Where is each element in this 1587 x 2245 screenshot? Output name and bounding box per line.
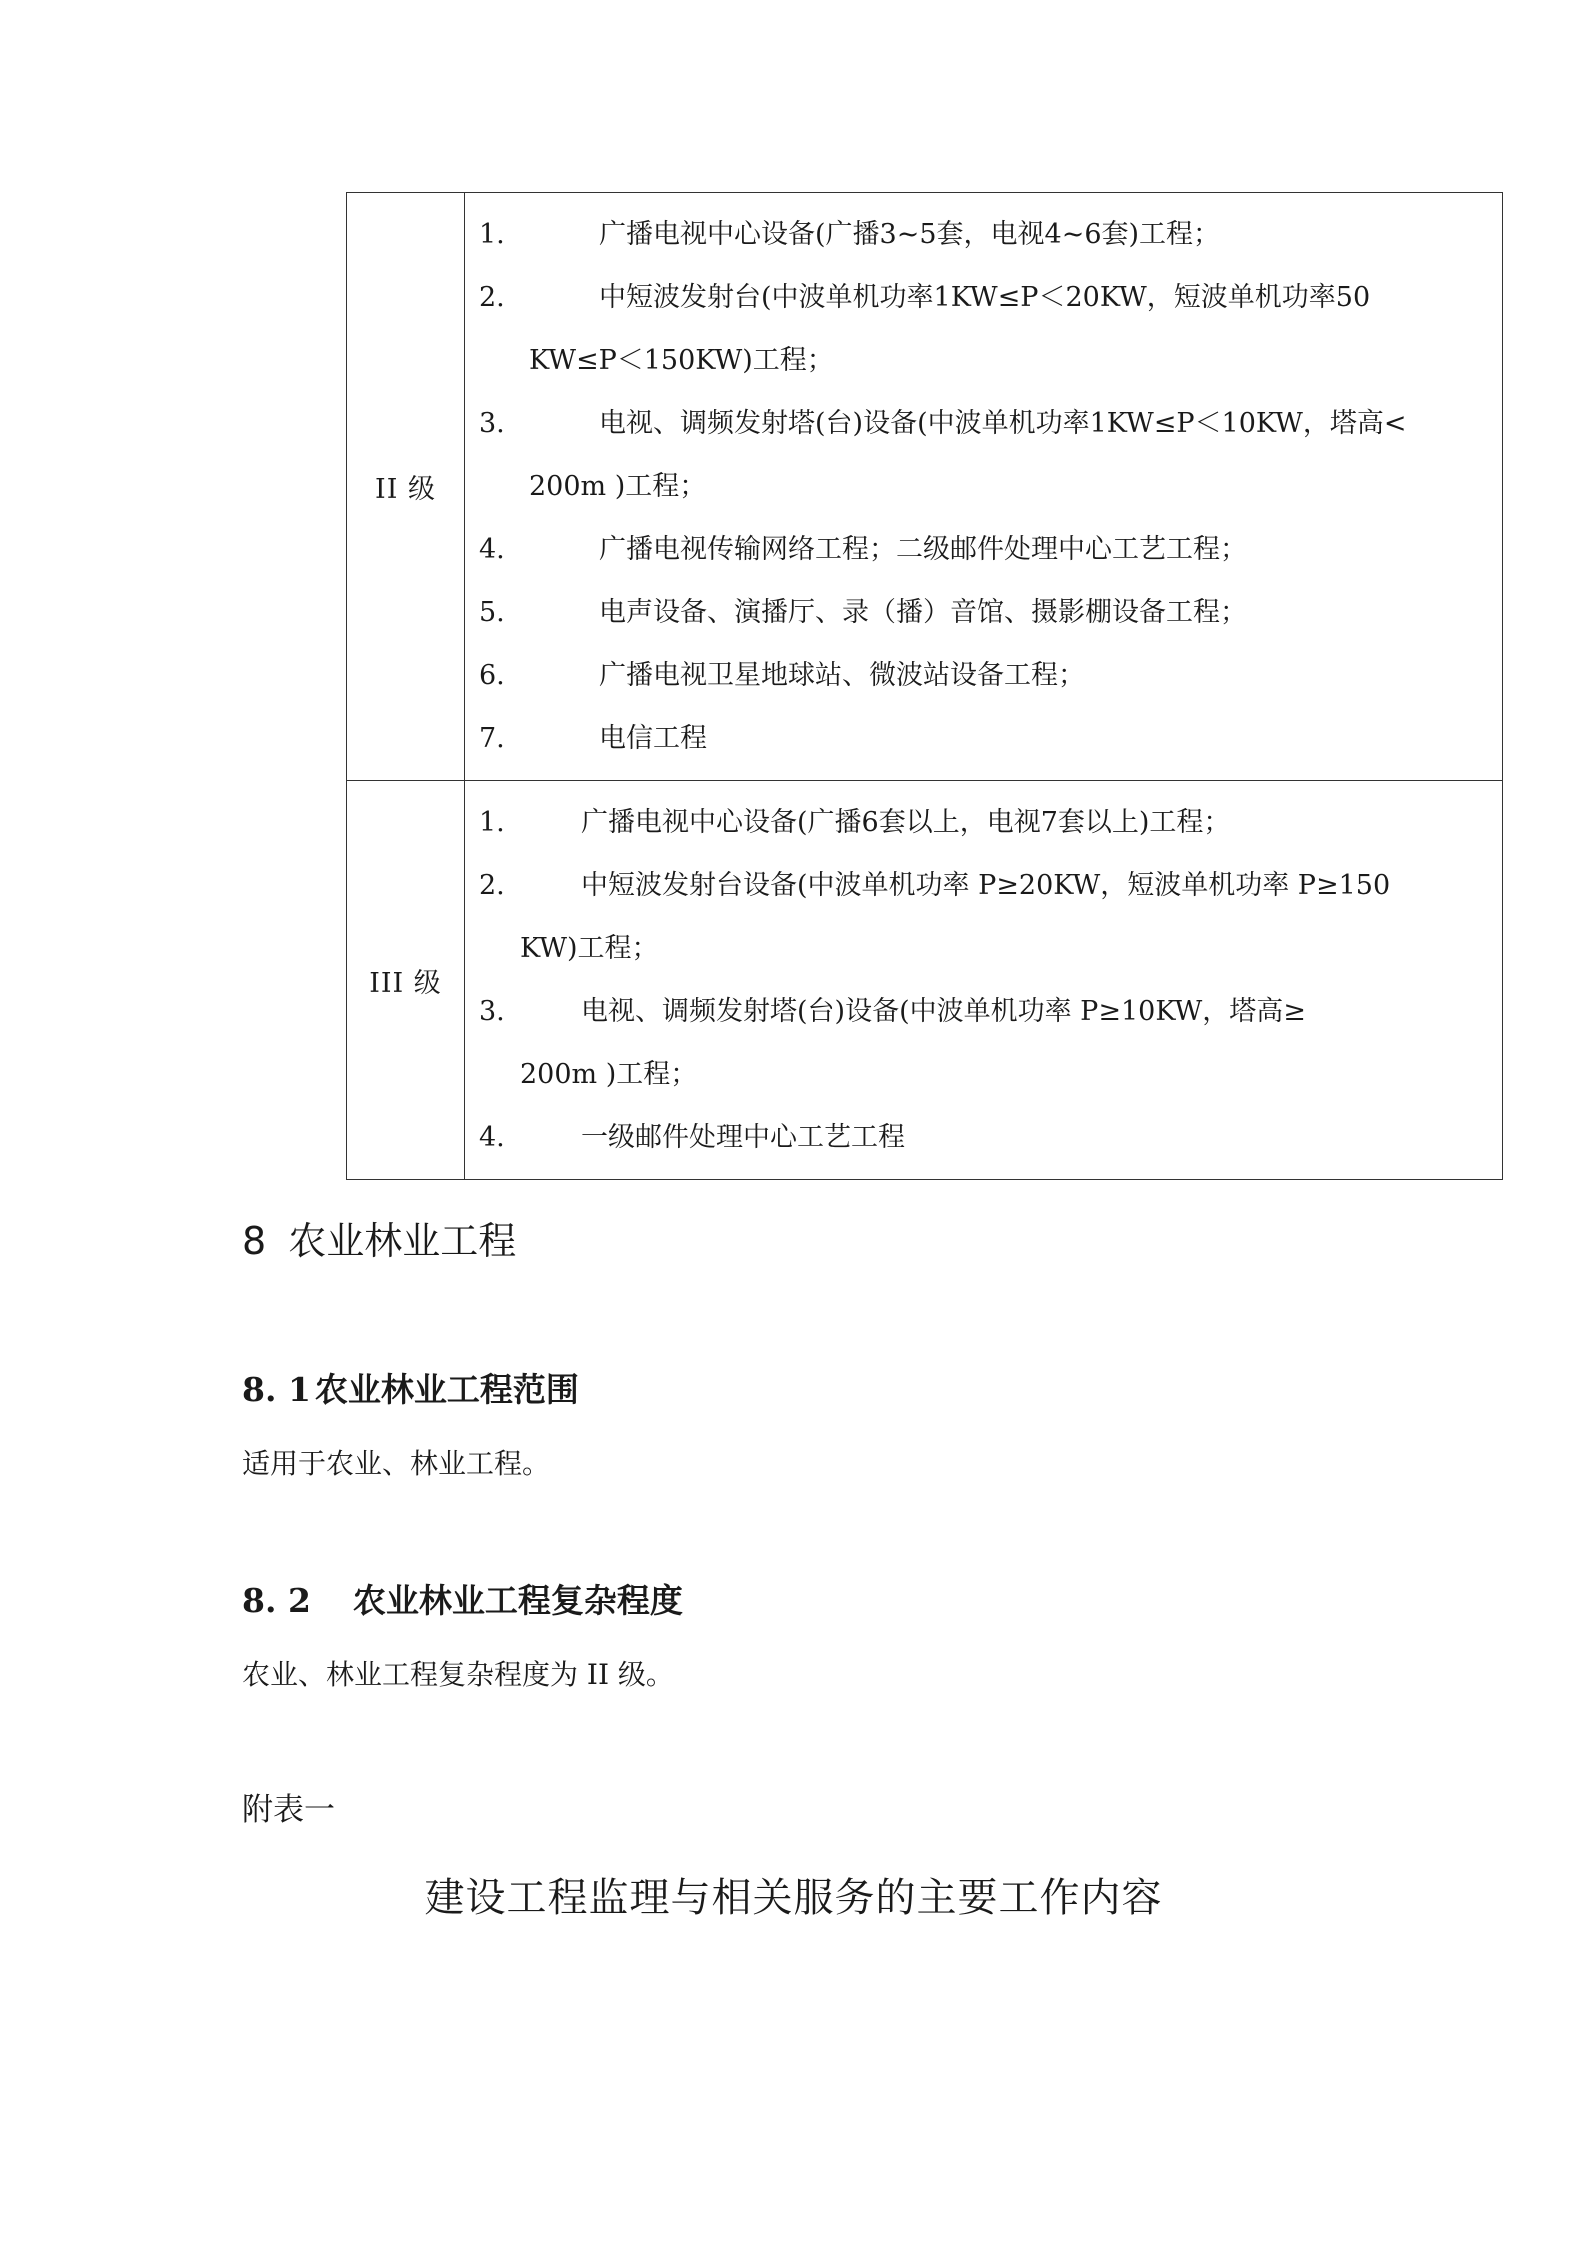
item-text-continuation: 200m )工程； bbox=[520, 1059, 698, 1090]
section-8-1-heading bbox=[242, 1364, 579, 1411]
section-8-2-body: 农业、林业工程复杂程度为 II 级。 bbox=[242, 1658, 674, 1691]
item-text: 广播电视卫星地球站、微波站设备工程； bbox=[599, 660, 1085, 691]
grade-label-cell: II 级 bbox=[347, 193, 465, 781]
item-text-continuation: KW)工程； bbox=[520, 933, 659, 964]
section-title: 农业林业工程范围 bbox=[314, 1370, 579, 1409]
item-number: 1. bbox=[479, 219, 505, 250]
table-row-grade-2 bbox=[347, 193, 1503, 781]
item-number: 2. bbox=[479, 870, 505, 901]
grade-2-item-list bbox=[465, 193, 1502, 780]
item-number: 6. bbox=[479, 660, 505, 691]
item-text: 电声设备、演播厅、录（播）音馆、摄影棚设备工程； bbox=[599, 597, 1247, 628]
section-number: 8 bbox=[242, 1219, 267, 1263]
list-item bbox=[479, 266, 1494, 329]
section-8-2-heading bbox=[242, 1575, 683, 1622]
section-title: 农业林业工程 bbox=[288, 1219, 517, 1263]
appendix-label: 附表一 bbox=[242, 1792, 335, 1828]
table-row-grade-3 bbox=[347, 781, 1503, 1180]
item-text: 电信工程 bbox=[599, 723, 707, 754]
item-number: 3. bbox=[479, 996, 505, 1027]
item-number: 1. bbox=[479, 807, 505, 838]
item-text: 电视、调频发射塔(台)设备(中波单机功率 P≥10KW，塔高≥ bbox=[581, 996, 1306, 1027]
item-number: 7. bbox=[479, 723, 505, 754]
section-8-1-body: 适用于农业、林业工程。 bbox=[242, 1447, 551, 1480]
list-item bbox=[479, 854, 1494, 917]
grade-items-cell bbox=[465, 193, 1503, 781]
section-number: 8. 1 bbox=[242, 1370, 311, 1409]
list-item bbox=[479, 392, 1494, 455]
item-text: 一级邮件处理中心工艺工程 bbox=[581, 1122, 905, 1153]
item-text: 中短波发射台设备(中波单机功率 P≥20KW，短波单机功率 P≥150 bbox=[581, 870, 1391, 901]
grade-3-item-list bbox=[465, 781, 1502, 1179]
item-text: 广播电视中心设备(广播3~5套，电视4~6套)工程； bbox=[599, 219, 1221, 250]
grade-label-cell: III 级 bbox=[347, 781, 465, 1180]
item-text: 电视、调频发射塔(台)设备(中波单机功率1KW≤P＜10KW，塔高< bbox=[599, 408, 1407, 439]
item-text: 广播电视传输网络工程；二级邮件处理中心工艺工程； bbox=[599, 534, 1247, 565]
section-8-heading bbox=[242, 1210, 516, 1265]
document-title: 建设工程监理与相关服务的主要工作内容 bbox=[424, 1875, 1163, 1921]
list-item bbox=[479, 791, 1494, 854]
section-number: 8. 2 bbox=[242, 1581, 311, 1620]
list-item bbox=[479, 644, 1494, 707]
grade-items-cell bbox=[465, 781, 1503, 1180]
complexity-grade-table bbox=[346, 192, 1503, 1180]
item-number: 2. bbox=[479, 282, 505, 313]
list-item bbox=[479, 203, 1494, 266]
list-item bbox=[479, 980, 1494, 1043]
section-title: 农业林业工程复杂程度 bbox=[352, 1581, 683, 1620]
list-item bbox=[479, 518, 1494, 581]
item-number: 4. bbox=[479, 1122, 505, 1153]
item-number: 5. bbox=[479, 597, 505, 628]
list-item bbox=[479, 1106, 1494, 1169]
list-item bbox=[479, 707, 1494, 770]
item-number: 4. bbox=[479, 534, 505, 565]
item-text-continuation: KW≤P＜150KW)工程； bbox=[529, 345, 834, 376]
item-text: 广播电视中心设备(广播6套以上，电视7套以上)工程； bbox=[581, 807, 1231, 838]
list-item bbox=[479, 581, 1494, 644]
item-text-continuation: 200m )工程； bbox=[529, 471, 707, 502]
item-text: 中短波发射台(中波单机功率1KW≤P＜20KW，短波单机功率50 bbox=[599, 282, 1371, 313]
item-number: 3. bbox=[479, 408, 505, 439]
